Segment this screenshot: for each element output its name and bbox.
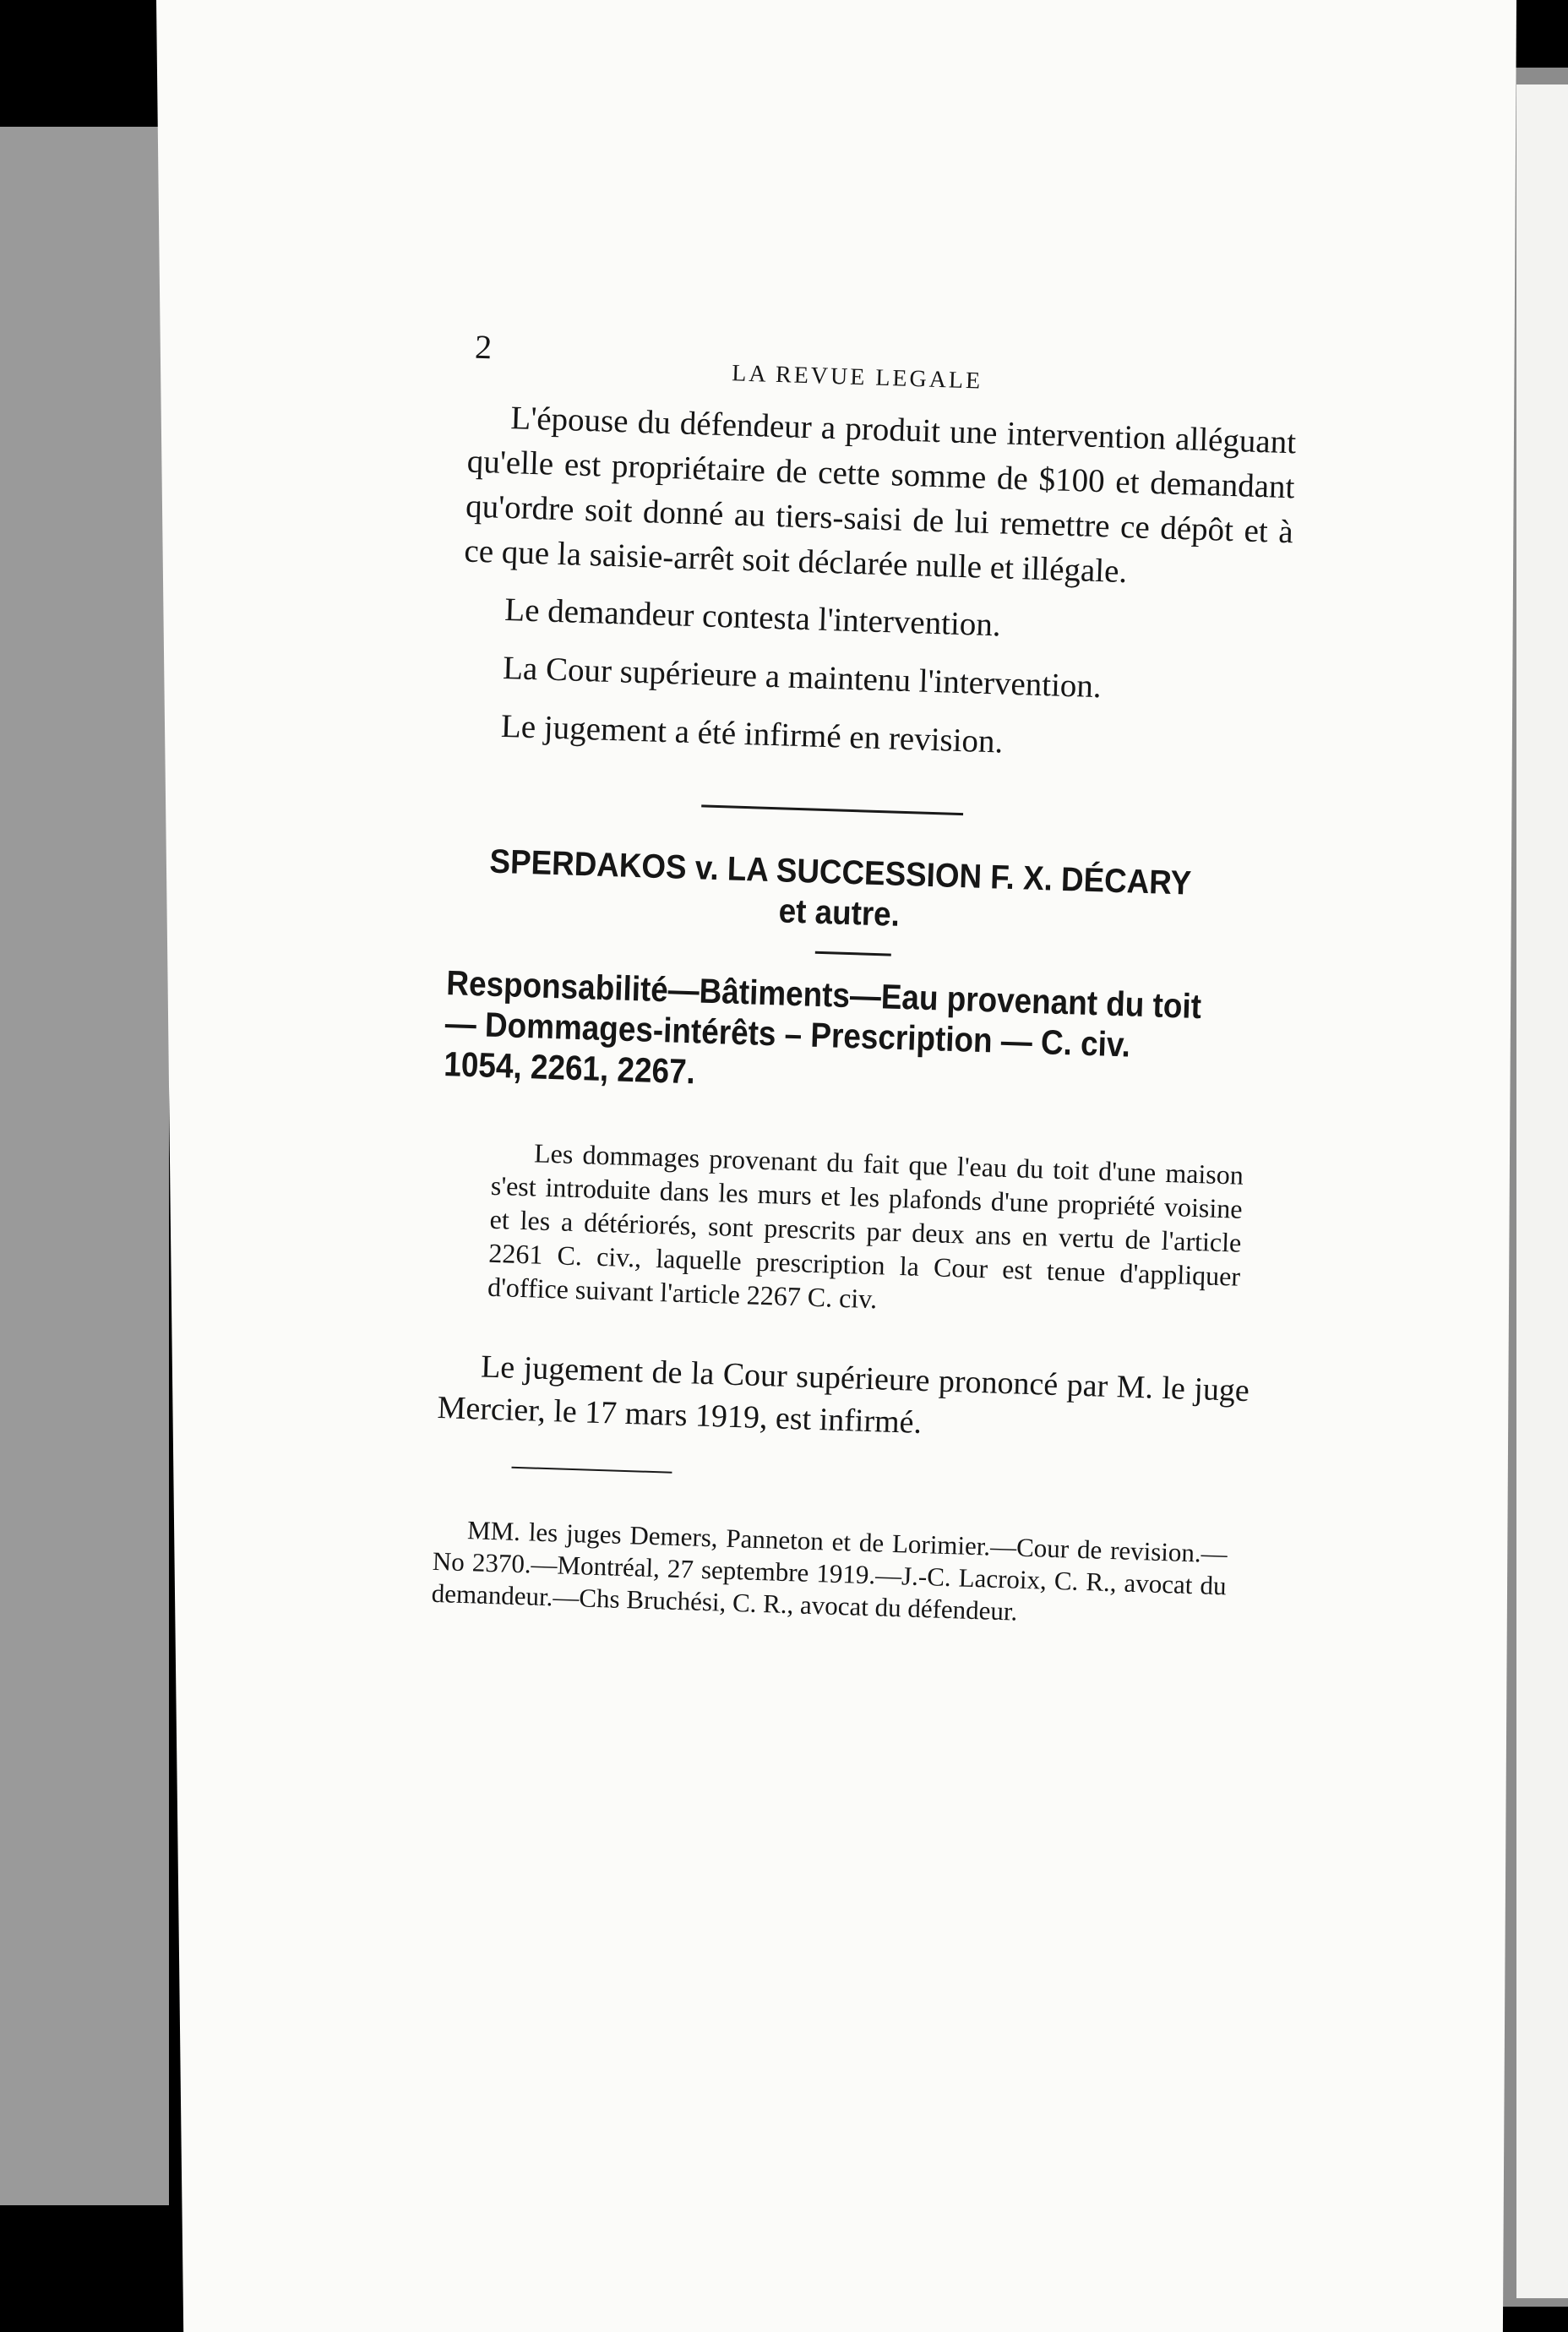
scan-background-left (0, 127, 169, 2205)
section-divider (701, 804, 963, 815)
intro-line-cour-superieure: La Cour supérieure a maintenu l'intervention. (502, 649, 1102, 706)
footnote-divider (511, 1467, 672, 1474)
intro-line-contestation: Le demandeur contesta l'intervention. (504, 591, 1002, 644)
page-content (253, 321, 1297, 1661)
case-judgment: Le jugement de la Cour supérieure prononcé par M. le juge Mercier, le 17 mars 1919, est infirmé. (437, 1349, 1250, 1441)
case-title (470, 841, 1211, 945)
adjacent-page-edge (1516, 84, 1568, 2298)
case-summary: Les dommages provenant du fait que l'eau du toit d'une maison s'est introduite dans les murs et les plafonds d'une propriété voisine et les a détériorés, sont prescrits par deux ans en vertu de l'article 2261 C. civ., laquelle prescription la Cour est tenue d'appliquer d'office suivant l'article 2267 C. civ. (487, 1137, 1244, 1315)
intro-line-jugement: Le jugement a été infirmé en revision. (500, 707, 1004, 760)
case-title-line2: et autre. (778, 892, 901, 934)
running-head: LA REVUE LEGALE (731, 360, 983, 395)
case-subject-heading: Responsabilité—Bâtiments—Eau provenant du toit — Dommages-intérêts – Prescription — C. civ. 1054, 2261, 2267. (443, 963, 1202, 1092)
title-divider (815, 951, 891, 956)
case-footnote: MM. les juges Demers, Panneton et de Lorimier.—Cour de revision.—No 2370.—Montréal, 27 septembre 1919.—J.-C. Lacroix, C. R., avocat du demandeur.—Chs Bruchési, C. R., avocat du défendeur. (431, 1515, 1228, 1626)
case-title-line1: SPERDAKOS v. LA SUCCESSION F. X. DÉCARY (488, 842, 1192, 902)
page-number: 2 (474, 327, 493, 367)
intro-paragraph: L'épouse du défendeur a produit une intervention alléguant qu'elle est propriétaire de cette somme de $100 et demandant qu'ordre soit donné au tiers-saisi de lui remettre ce dépôt et à ce que la saisie-arrêt soit déclarée nulle et illégale. (463, 400, 1297, 591)
